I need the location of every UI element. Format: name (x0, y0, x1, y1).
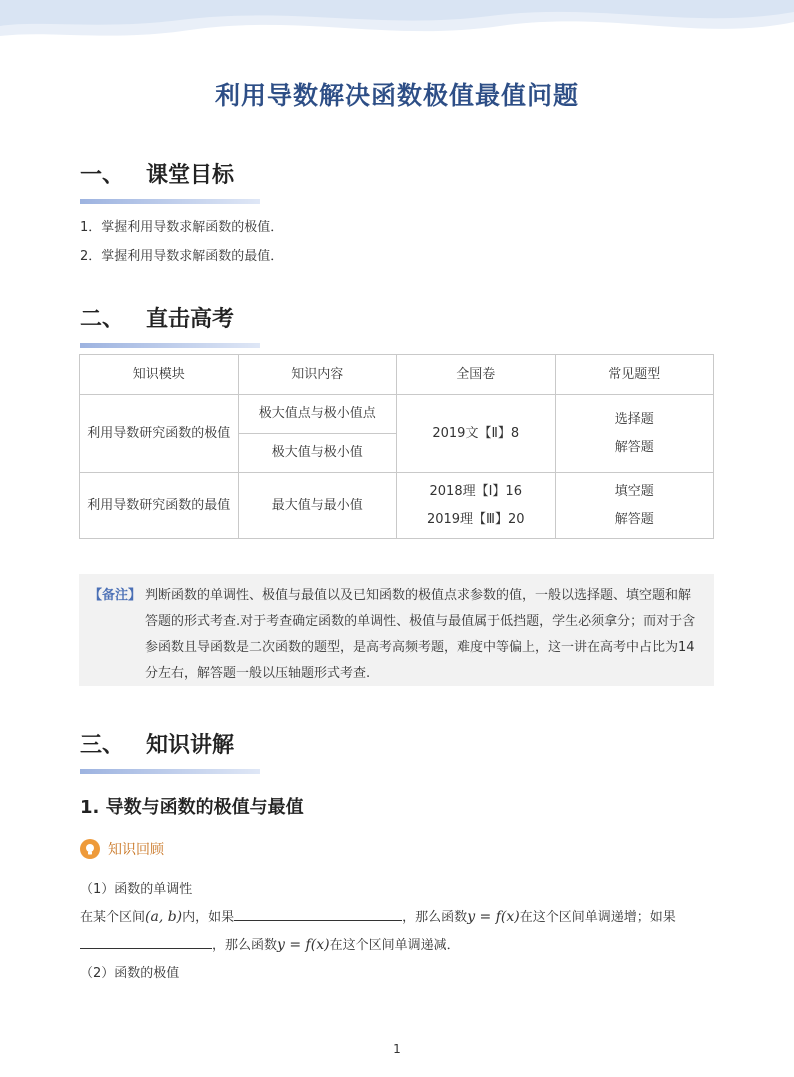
section-heading-goals (80, 158, 260, 204)
monotonic-decrease-line (80, 934, 460, 953)
section-underline (80, 343, 260, 348)
table-cell-content: 最大值与最小值 (238, 473, 397, 539)
table-row (80, 473, 714, 539)
remark-text: 判断函数的单调性、极值与最值以及已知函数的极值点求参数的值，一般以选择题、填空题和解答题的形式考查.对于考查确定函数的单调性、极值与最值属于低挡题，学生必须拿分；而对于含参函数且导函数是二次函数的题型，是高考高频考题，难度中等偏上，这一讲在高考中占比为14分左右，解答题一般以压轴题形式考查. (145, 588, 696, 681)
item-title: （2）函数的极值 (80, 966, 180, 981)
document-title: 利用导数解决函数极值最值问题 (214, 81, 579, 110)
question-type: 选择题 (614, 411, 654, 427)
table-cell-exam: 2019文【Ⅱ】8 (397, 395, 556, 473)
table-header-cell: 常见题型 (555, 355, 714, 395)
knowledge-table (79, 354, 714, 539)
function-math: y = f(x) (277, 937, 330, 953)
review-label-text: 知识回顾 (108, 842, 164, 858)
section-underline (80, 769, 260, 774)
section-heading-exam (80, 302, 260, 348)
table-header-cell: 全国卷 (397, 355, 556, 395)
remark-box (79, 574, 714, 686)
text-fragment: 在这个区间单调递减． (329, 938, 460, 953)
section-number: 二、 (80, 307, 125, 332)
table-header-row (80, 355, 714, 395)
fill-blank (234, 906, 402, 921)
table-cell-content: 极大值点与极小值点 (238, 395, 397, 434)
section-number: 三、 (80, 733, 125, 758)
subsection-title: 1. 导数与函数的极值与最值 (80, 797, 304, 818)
text-fragment: 在这个区间单调递增；如果 (519, 910, 676, 925)
fill-blank (80, 934, 212, 949)
text-fragment: 内，如果 (182, 910, 235, 925)
table-cell-type (555, 473, 714, 539)
table-cell-module: 利用导数研究函数的极值 (80, 395, 239, 473)
question-type: 解答题 (614, 511, 654, 527)
section-underline (80, 199, 260, 204)
goal-item: 2．掌握利用导数求解函数的最值． (80, 249, 284, 264)
text-fragment: ，那么函数 (402, 910, 468, 925)
item-title: （1）函数的单调性 (80, 882, 193, 897)
page-number: 1 (393, 1042, 401, 1056)
section-title: 知识讲解 (146, 733, 235, 758)
header-wave-decoration (0, 0, 794, 58)
text-fragment: 在某个区间 (80, 910, 146, 925)
table-header-cell: 知识模块 (80, 355, 239, 395)
lightbulb-icon (80, 839, 100, 859)
question-type: 解答题 (614, 439, 654, 455)
table-cell-type (555, 395, 714, 473)
interval-math: (a, b) (145, 909, 183, 925)
goal-item: 1．掌握利用导数求解函数的极值． (80, 220, 284, 235)
table-cell-content: 极大值与极小值 (238, 434, 397, 473)
exam-entry: 2018理【Ⅰ】16 (429, 483, 522, 499)
section-title: 直击高考 (146, 307, 235, 332)
table-cell-module: 利用导数研究函数的最值 (80, 473, 239, 539)
exam-entry: 2019理【Ⅲ】20 (426, 511, 525, 527)
remark-tag: 【备注】 (89, 588, 142, 603)
section-heading-knowledge (80, 728, 260, 774)
table-header-cell: 知识内容 (238, 355, 397, 395)
table-row (80, 395, 714, 434)
table-cell-exam (397, 473, 556, 539)
monotonic-increase-line (80, 906, 676, 925)
section-number: 一、 (80, 163, 125, 188)
text-fragment: ，那么函数 (212, 938, 278, 953)
knowledge-review-label (80, 838, 164, 860)
question-type: 填空题 (614, 483, 654, 499)
section-title: 课堂目标 (146, 163, 235, 188)
function-math: y = f(x) (467, 909, 520, 925)
